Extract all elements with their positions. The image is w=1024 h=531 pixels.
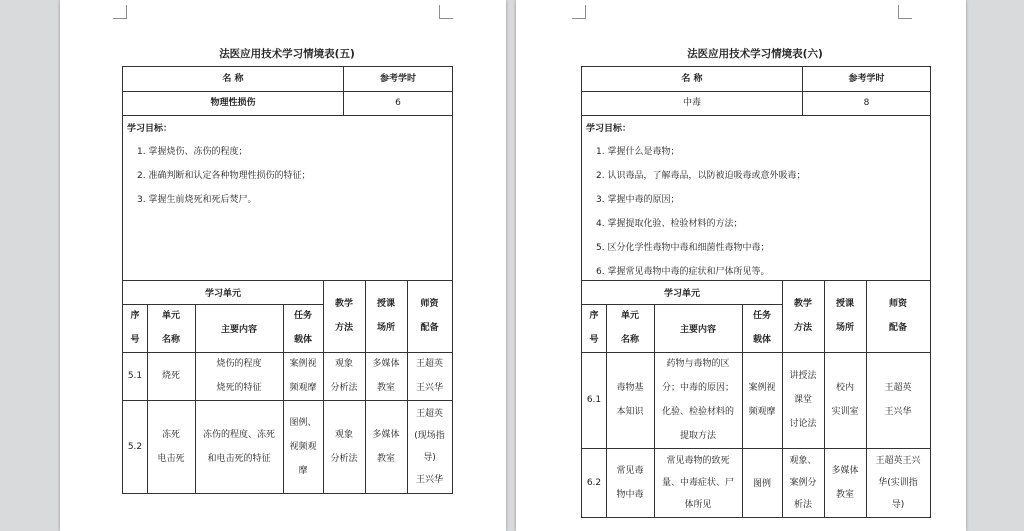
row-no: 5.2: [127, 441, 143, 452]
teacher-header: [866, 280, 930, 352]
row-teacher-line: 华(实训指: [878, 477, 918, 488]
hours-header: 参考学时: [848, 74, 885, 84]
place-header-line: 授课: [376, 299, 395, 309]
no-header: [123, 304, 147, 352]
row-content-line: 和电击死的特征: [207, 453, 271, 464]
row-place-line: 实训室: [831, 407, 859, 417]
teacher-header-line: 配备: [420, 323, 439, 333]
corner-mark-top-right: [898, 5, 912, 19]
row-task-line: 案例视: [748, 383, 776, 393]
row-teacher-line: 王超英王兴: [875, 455, 921, 466]
row-no: 5.1: [127, 371, 143, 381]
row-unit-name-line: 毒物基: [616, 383, 644, 393]
goal-item: 3. 掌握生前烧死和死后焚尸。: [137, 195, 257, 205]
situation-name: 中毒: [582, 91, 803, 115]
goal-item: 1. 掌握什么是毒物；: [596, 147, 680, 157]
document-page-right: [516, 0, 966, 531]
row-place-line: 教室: [376, 453, 395, 464]
row-task: [283, 352, 323, 400]
corner-mark-top-left: [572, 5, 586, 19]
row-method-line: 析法: [793, 499, 812, 510]
goal-item: 4. 掌握提取化验、检验材料的方法；: [596, 219, 743, 229]
row-method-line: 课堂: [793, 395, 812, 405]
no-header-line: 序: [130, 311, 140, 321]
row-task-line: 图例、: [289, 417, 317, 428]
content-header: 主要内容: [679, 324, 716, 335]
row-no: 6.1: [586, 395, 602, 405]
no-header-line: 号: [589, 335, 599, 345]
unit-name-header-line: 名称: [161, 335, 180, 345]
row-content: [654, 448, 742, 517]
name-header: 名 称: [582, 67, 803, 91]
divider: [866, 280, 867, 517]
table-header-row: [582, 67, 930, 92]
row-teacher-line: 导): [891, 499, 905, 510]
divider: [824, 280, 825, 517]
row-unit-name-line: 冻死: [161, 429, 180, 440]
row-content: [654, 352, 742, 448]
goal-item: 6. 掌握常见毒物中毒的症状和尸体所见等。: [596, 267, 770, 277]
row-teacher-line: 导): [423, 452, 436, 463]
divider: [195, 304, 196, 493]
goal-item: 5. 区分化学性毒物中毒和细菌性毒物中毒；: [596, 243, 770, 253]
method-header-line: 方法: [793, 323, 812, 333]
row-teacher: [866, 352, 930, 448]
task-header: [742, 304, 782, 352]
row-teacher: [407, 352, 452, 400]
row-place-line: 教室: [376, 383, 395, 393]
study-unit-header: 学习单元: [663, 288, 700, 299]
row-method-line: 讲授法: [789, 371, 817, 381]
divider: [606, 304, 607, 517]
task-header: [283, 304, 323, 352]
row-content: [195, 352, 283, 400]
task-header-line: 载体: [293, 335, 312, 345]
row-method: [782, 352, 824, 448]
goal-item: 3. 掌握中毒的原因；: [596, 195, 680, 205]
place-header: [824, 280, 866, 352]
divider: [742, 304, 743, 517]
unit-name-header-line: 名称: [620, 335, 639, 345]
row-task-line: 频观摩: [748, 407, 776, 417]
goals-title: 学习目标：: [586, 124, 632, 134]
row-unit-name: [147, 400, 195, 493]
divider: [147, 304, 148, 493]
row-place-line: 多媒体: [831, 465, 859, 476]
place-header: [365, 280, 407, 352]
place-header-line: 场所: [835, 323, 854, 333]
learning-goals: [582, 115, 930, 281]
task-header-line: 载体: [752, 335, 771, 345]
row-task: 图例: [752, 479, 771, 489]
divider: [283, 304, 284, 493]
document-page-left: [60, 0, 506, 531]
corner-mark-top-left: [113, 5, 127, 19]
study-unit-header: 学习单元: [204, 288, 241, 299]
row-place: [824, 448, 866, 517]
method-header-line: 方法: [334, 323, 353, 333]
table-name-row: [123, 91, 452, 116]
goal-item: 1. 掌握烧伤、冻伤的程度；: [137, 147, 248, 157]
content-header: 主要内容: [220, 324, 257, 335]
learning-situation-table: [122, 66, 453, 494]
row-content-line: 冻伤的程度、冻死: [202, 429, 275, 440]
row-unit-name-line: 烧死: [161, 371, 180, 381]
row-content-line: 量、中毒症状、尸: [661, 477, 734, 488]
learning-situation-table: [581, 66, 931, 518]
method-header: [782, 280, 824, 352]
goal-item: 2. 认识毒品，了解毒品，以防被迫吸毒或意外吸毒；: [596, 171, 806, 181]
teacher-header: [407, 280, 452, 352]
row-teacher: [866, 448, 930, 517]
method-header-line: 教学: [793, 299, 812, 309]
divider: [407, 280, 408, 493]
row-content-line: 常见毒物的致死: [666, 455, 730, 466]
teacher-header-line: 师资: [888, 299, 907, 309]
unit-name-header: [606, 304, 654, 352]
row-content-line: 药物与毒物的区: [666, 359, 730, 369]
page-title: 法医应用技术学习情境表(五): [219, 48, 355, 60]
no-header-line: 号: [130, 335, 140, 345]
learning-goals: [123, 115, 452, 281]
table-header-row: [123, 67, 452, 92]
hours-header: 参考学时: [379, 74, 416, 84]
row-unit-name: [606, 448, 654, 517]
row-teacher-line: (现场指: [414, 430, 445, 441]
divider: [365, 280, 366, 493]
row-place: [365, 352, 407, 400]
row-task-line: 摩: [298, 465, 308, 476]
goal-item: 2. 准确判断和认定各种物理性损伤的特征；: [137, 171, 311, 181]
situation-name: 物理性损伤: [123, 91, 344, 115]
page-title: 法医应用技术学习情境表(六): [687, 48, 823, 60]
divider: [654, 304, 655, 517]
row-unit-name-line: 本知识: [616, 407, 644, 417]
row-method-line: 分析法: [330, 453, 358, 464]
row-place-line: 校内: [835, 383, 854, 393]
row-unit-name-line: 物中毒: [616, 489, 644, 500]
row-content-line: 体所见: [684, 499, 712, 510]
row-teacher-line: 王超英: [415, 359, 443, 369]
row-method-line: 分析法: [330, 383, 358, 393]
task-header-line: 任务: [293, 311, 312, 321]
row-content-line: 烧死的特征: [216, 383, 262, 393]
method-header: [323, 280, 365, 352]
row-method-line: 观象、: [789, 455, 817, 466]
row-method-line: 讨论法: [789, 419, 817, 429]
row-task-line: 案例视: [289, 359, 317, 369]
row-method: [323, 400, 365, 493]
row-content: [195, 400, 283, 493]
row-place: [824, 352, 866, 448]
row-method: [323, 352, 365, 400]
row-content-line: 分；中毒的原因；: [661, 383, 734, 393]
row-unit-name: [147, 352, 195, 400]
row-teacher-line: 王兴华: [884, 407, 912, 417]
row-place: [365, 400, 407, 493]
goals-title: 学习目标：: [127, 124, 173, 134]
row-unit-name-line: 常见毒: [616, 465, 644, 476]
row-teacher: [407, 400, 452, 493]
reference-hours: 6: [395, 98, 401, 108]
row-task-line: 视频观: [289, 441, 317, 452]
task-header-line: 任务: [752, 311, 771, 321]
no-header: [582, 304, 606, 352]
place-header-line: 授课: [835, 299, 854, 309]
row-content-line: 烧伤的程度: [216, 359, 262, 369]
unit-name-header-line: 单元: [620, 311, 639, 321]
row-unit-name: [606, 352, 654, 448]
row-content-line: 化验、检验材料的: [661, 407, 734, 417]
row-no: 6.2: [586, 477, 602, 488]
row-teacher-line: 王超英: [415, 408, 443, 419]
teacher-header-line: 师资: [420, 299, 439, 309]
row-task-line: 频观摩: [289, 383, 317, 393]
unit-name-header: [147, 304, 195, 352]
row-method-line: 观象: [334, 359, 353, 369]
row-teacher-line: 王兴华: [415, 474, 443, 485]
row-method-line: 观象: [334, 429, 353, 440]
divider: [323, 280, 324, 493]
row-place-line: 教室: [835, 489, 854, 500]
corner-mark-top-right: [439, 5, 453, 19]
divider: [782, 280, 783, 517]
row-task: [742, 352, 782, 448]
no-header-line: 序: [589, 311, 599, 321]
row-task: [283, 400, 323, 493]
reference-hours: 8: [863, 98, 870, 108]
teacher-header-line: 配备: [888, 323, 907, 333]
place-header-line: 场所: [376, 323, 395, 333]
name-header: 名 称: [123, 67, 344, 91]
row-method: [782, 448, 824, 517]
row-content-line: 提取方法: [679, 431, 716, 441]
row-unit-name-line: 电击死: [157, 453, 185, 464]
table-name-row: [582, 91, 930, 116]
row-method-line: 案例分: [789, 477, 817, 488]
method-header-line: 教学: [334, 299, 353, 309]
row-teacher-line: 王超英: [884, 383, 912, 393]
row-place-line: 多媒体: [372, 429, 400, 440]
row-teacher-line: 王兴华: [415, 383, 443, 393]
unit-name-header-line: 单元: [161, 311, 180, 321]
row-place-line: 多媒体: [372, 359, 400, 369]
